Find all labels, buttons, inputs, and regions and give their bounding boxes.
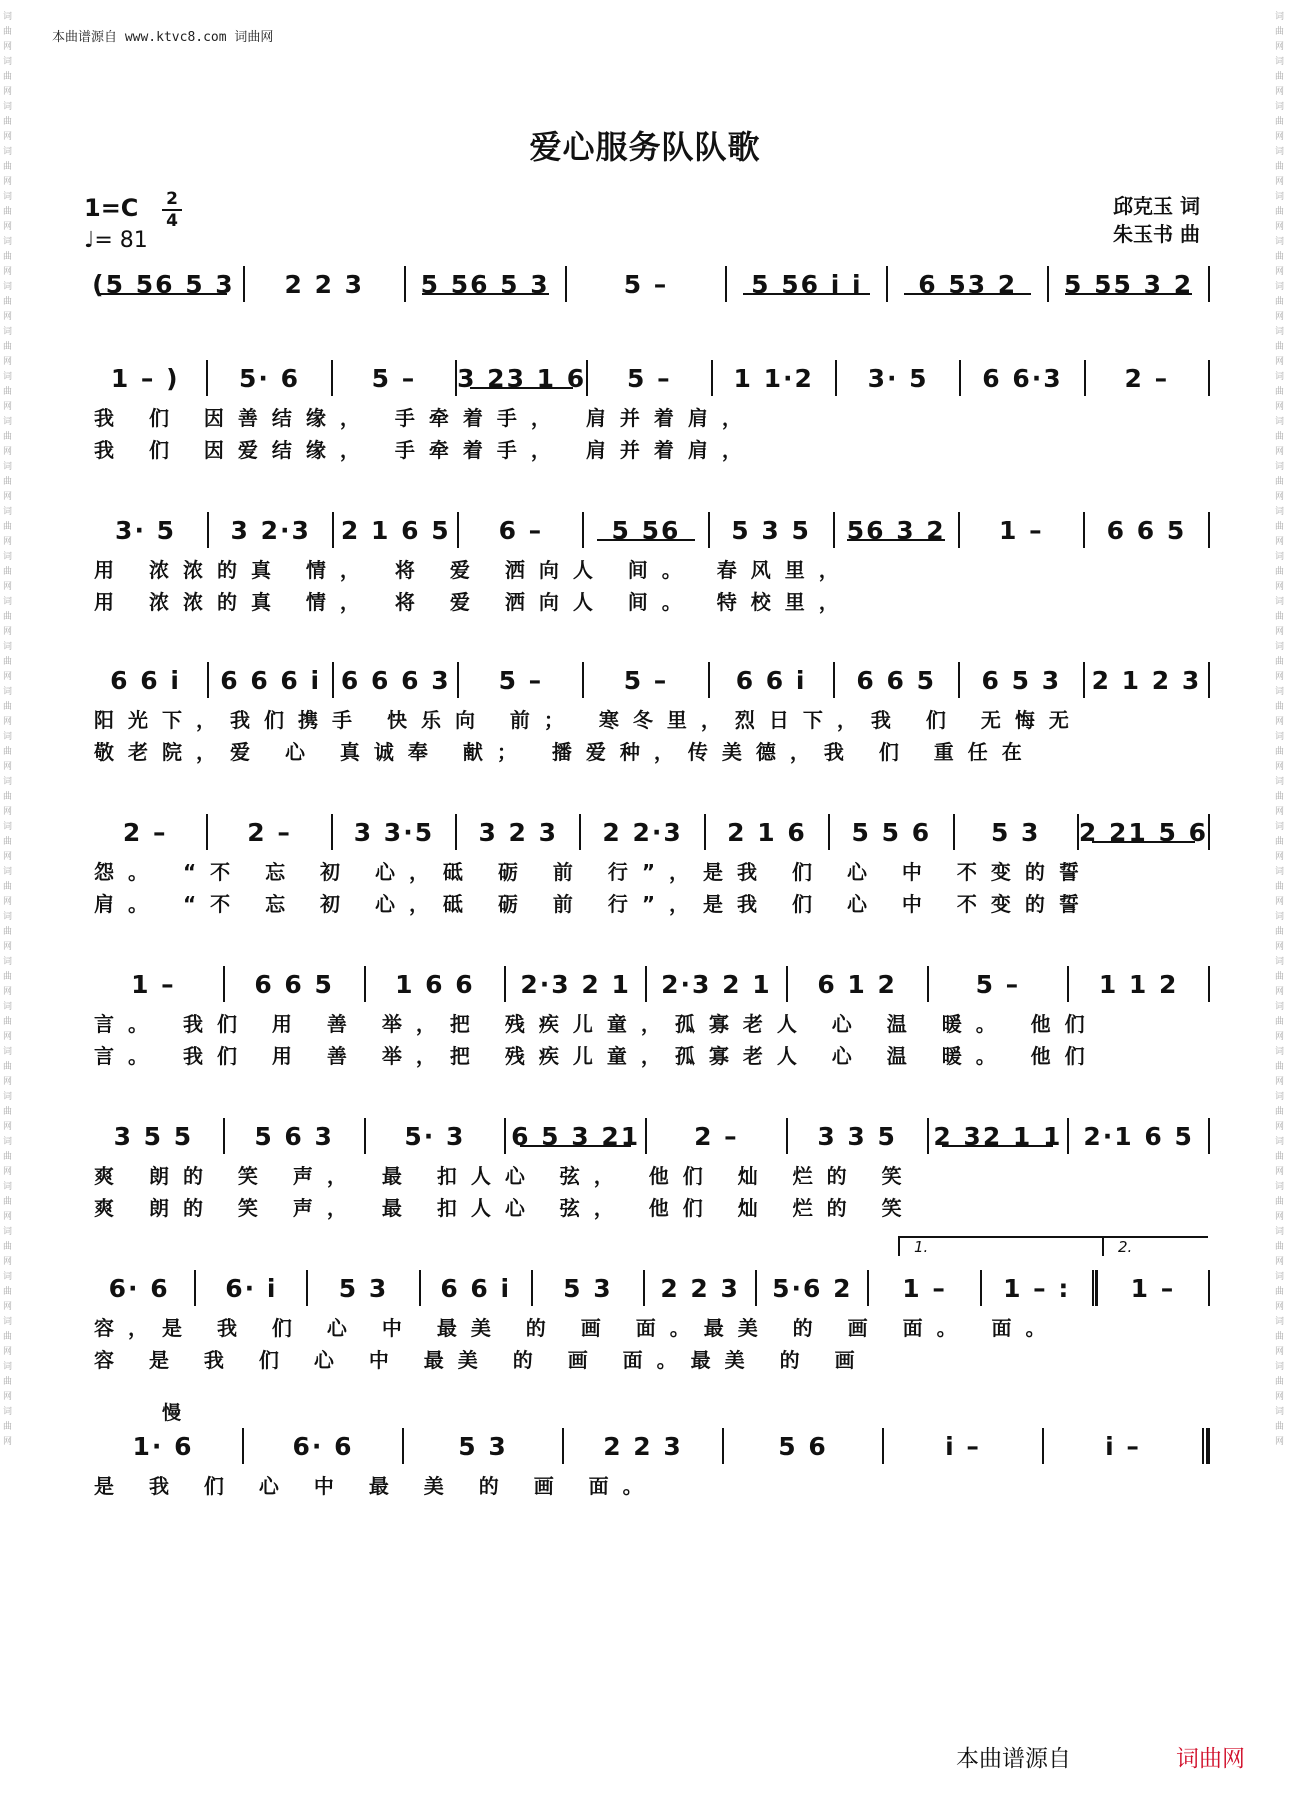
measure bbox=[955, 818, 1077, 847]
notes-row bbox=[82, 658, 1210, 702]
measure bbox=[1079, 818, 1208, 847]
measure bbox=[459, 516, 582, 545]
measure bbox=[961, 364, 1083, 393]
lyrics-text: 爽 朗的 笑 声， 最 扣人心 弦， 他们 灿 烂的 笑 bbox=[94, 1163, 916, 1188]
lyrics-line bbox=[82, 1342, 1210, 1374]
measure-notes: 6 6 5 bbox=[856, 665, 936, 695]
measure-notes: 1 – bbox=[902, 1273, 947, 1303]
measure-notes: 5·6 2 bbox=[772, 1273, 853, 1303]
measure-notes: 5 – bbox=[498, 665, 544, 695]
measure-notes: 5 55 3 2 bbox=[1064, 269, 1194, 299]
measure-notes: 1 – bbox=[999, 515, 1044, 545]
measure-notes: 6· 6 bbox=[108, 1273, 170, 1303]
measure bbox=[84, 364, 206, 393]
score-system bbox=[82, 810, 1210, 918]
measure-notes: 1 – ) bbox=[110, 363, 180, 393]
measure bbox=[724, 1432, 882, 1461]
measure-notes: 2 32 1 1 bbox=[933, 1121, 1063, 1151]
lyrics-text: 怨。 “不 忘 初 心，砥 砺 前 行”，是我 们 心 中 不变的誓 bbox=[94, 859, 1093, 884]
measure bbox=[1085, 666, 1208, 695]
measure-notes: 5 3 bbox=[458, 1431, 508, 1461]
lyrics-text: 容 是 我 们 心 中 最美 的 画 面。最美 的 画 bbox=[94, 1347, 869, 1372]
measure bbox=[727, 270, 886, 299]
measure bbox=[757, 1274, 867, 1303]
eighth-beam bbox=[942, 1145, 1053, 1147]
measure bbox=[406, 270, 565, 299]
measure bbox=[788, 970, 927, 999]
measure-notes: 2·3 2 1 bbox=[661, 969, 772, 999]
eighth-beam bbox=[422, 293, 549, 295]
lyrics-text: 是 我 们 心 中 最 美 的 画 面。 bbox=[94, 1473, 657, 1498]
measure bbox=[710, 666, 833, 695]
lyrics-line bbox=[82, 1310, 1210, 1342]
score-system bbox=[82, 1114, 1210, 1222]
footer-brand: 词曲网 bbox=[1176, 1746, 1245, 1772]
measure bbox=[459, 666, 582, 695]
measure-notes: 2 1 6 bbox=[727, 817, 807, 847]
measure bbox=[308, 1274, 418, 1303]
measure-notes: 1 1·2 bbox=[733, 363, 814, 393]
measure bbox=[244, 1432, 402, 1461]
measure bbox=[588, 364, 710, 393]
eighth-beam bbox=[1092, 841, 1195, 843]
measure bbox=[208, 818, 330, 847]
lyrics-text: 肩。 “不 忘 初 心，砥 砺 前 行”，是我 们 心 中 不变的誓 bbox=[94, 891, 1093, 916]
measure bbox=[1098, 1274, 1208, 1303]
measure-notes: 5· 6 bbox=[239, 363, 301, 393]
score-system bbox=[82, 1402, 1210, 1500]
measure-notes: 5 56 bbox=[611, 515, 681, 545]
measure bbox=[1069, 1122, 1208, 1151]
measure bbox=[1049, 270, 1208, 299]
lyrics-line bbox=[82, 1190, 1210, 1222]
barline bbox=[1208, 1270, 1210, 1306]
lyrics-text: 敬老院，爱 心 真诚奉 献； 播爱种，传美德，我 们 重任在 bbox=[94, 739, 1036, 764]
measure bbox=[457, 818, 579, 847]
measure bbox=[84, 1432, 242, 1461]
measure bbox=[982, 1274, 1092, 1303]
measure bbox=[1085, 516, 1208, 545]
lyrics-line bbox=[82, 702, 1210, 734]
lyricist-credit: 邱克玉 词 bbox=[1113, 194, 1200, 218]
measure bbox=[1086, 364, 1208, 393]
measure-notes: 6 5 3 bbox=[981, 665, 1062, 695]
measure-notes: 2 21 5 6 bbox=[1078, 817, 1208, 847]
measure bbox=[960, 516, 1083, 545]
score-system bbox=[82, 1238, 1210, 1374]
notes-row bbox=[82, 508, 1210, 552]
measure-notes: 6 6 i bbox=[735, 665, 807, 695]
time-signature bbox=[162, 190, 182, 230]
measure bbox=[884, 1432, 1042, 1461]
measure bbox=[1044, 1432, 1202, 1461]
measure bbox=[208, 364, 330, 393]
lyrics-text: 我 们 因善结缘， 手牵着手， 肩并着肩， bbox=[94, 405, 756, 430]
measure-notes: 5 – bbox=[975, 969, 1021, 999]
measure bbox=[333, 818, 455, 847]
measure-notes: 2 – bbox=[1124, 363, 1170, 393]
measure bbox=[225, 1122, 364, 1151]
notes-row bbox=[82, 1114, 1210, 1158]
measure bbox=[645, 1274, 755, 1303]
measure bbox=[245, 270, 404, 299]
notes-row bbox=[82, 262, 1210, 306]
measure bbox=[84, 270, 243, 299]
measure-notes: 6 6 i bbox=[110, 665, 181, 695]
key-signature: 1=C bbox=[84, 194, 139, 222]
measure-notes: 5 – bbox=[371, 363, 417, 393]
barline bbox=[1208, 966, 1210, 1002]
measure-notes: 2 1 2 3 bbox=[1091, 665, 1202, 695]
composer-credit: 朱玉书 曲 bbox=[1113, 222, 1200, 246]
measure bbox=[209, 666, 332, 695]
measure-notes: 5 3 bbox=[338, 1273, 389, 1303]
measure bbox=[929, 970, 1068, 999]
lyrics-line bbox=[82, 1158, 1210, 1190]
time-signature-top: 2 bbox=[166, 189, 178, 209]
measure-notes: 6 1 2 bbox=[817, 969, 897, 999]
footer-source-label: 本曲谱源自 bbox=[956, 1746, 1071, 1772]
measure bbox=[404, 1432, 562, 1461]
measure-notes: (5 56 5 3 bbox=[92, 269, 235, 299]
barline bbox=[1208, 1118, 1210, 1154]
measure-notes: 1 6 6 bbox=[395, 969, 475, 999]
measure bbox=[334, 666, 457, 695]
measure bbox=[869, 1274, 979, 1303]
lyrics-text: 容，是 我 们 心 中 最美 的 画 面。最美 的 画 面。 面。 bbox=[94, 1315, 1060, 1340]
barline bbox=[1208, 814, 1210, 850]
barline bbox=[1208, 266, 1210, 302]
side-watermark-left: 词曲网词曲网词曲网词曲网词曲网词曲网词曲网词曲网词曲网词曲网词曲网词曲网词曲网词曲网词曲网词曲网词曲网词曲网词曲网词曲网词曲网词曲网词曲网词曲网词曲网词曲网词曲网词曲网词曲网词曲网词曲网词曲网 bbox=[3, 12, 13, 1447]
notes-row bbox=[82, 1266, 1210, 1310]
measure bbox=[713, 364, 835, 393]
measure-notes: i – bbox=[1105, 1431, 1141, 1461]
notes-row bbox=[82, 356, 1210, 400]
eighth-beam bbox=[470, 387, 573, 389]
measure bbox=[366, 970, 505, 999]
lyrics-text: 爽 朗的 笑 声， 最 扣人心 弦， 他们 灿 烂的 笑 bbox=[94, 1195, 916, 1220]
time-signature-bottom: 4 bbox=[166, 211, 178, 231]
measure bbox=[333, 364, 455, 393]
measure bbox=[84, 516, 207, 545]
measure-notes: 6· i bbox=[225, 1273, 278, 1303]
score-system bbox=[82, 356, 1210, 464]
measure bbox=[84, 818, 206, 847]
measure-notes: 56 3 2 bbox=[846, 515, 946, 545]
measure bbox=[506, 970, 645, 999]
notes-row bbox=[82, 1424, 1210, 1468]
eighth-beam bbox=[904, 293, 1031, 295]
measure-notes: 1· 6 bbox=[132, 1431, 194, 1461]
eighth-beam bbox=[847, 539, 946, 541]
tempo-marking: ♩= 81 bbox=[84, 228, 148, 253]
measure-notes: 6 6 6 3 bbox=[340, 665, 451, 695]
measure-notes: 6 – bbox=[498, 515, 544, 545]
lyrics-text: 言。 我们 用 善 举，把 残疾儿童，孤寡老人 心 温 暖。 他们 bbox=[94, 1011, 1099, 1036]
lyrics-line bbox=[82, 432, 1210, 464]
measure bbox=[506, 1122, 645, 1151]
measure-notes: 5 – bbox=[627, 363, 672, 393]
lyrics-line bbox=[82, 1038, 1210, 1070]
barline bbox=[1202, 1428, 1210, 1464]
song-title: 爱心服务队队歌 bbox=[529, 128, 761, 166]
measure-notes: 6 6·3 bbox=[982, 363, 1063, 393]
volta-second-ending: 2. bbox=[1102, 1236, 1208, 1256]
measure-notes: 6· 6 bbox=[292, 1431, 354, 1461]
measure-notes: i – bbox=[945, 1431, 981, 1461]
measure-notes: 6 5 3 21 bbox=[511, 1121, 641, 1151]
measure-notes: 5 56 i i bbox=[751, 269, 863, 299]
score-system bbox=[82, 262, 1210, 306]
measure-notes: 5 6 bbox=[778, 1431, 828, 1461]
measure-notes: 2 2·3 bbox=[602, 817, 683, 847]
measure-notes: 6 53 2 bbox=[918, 269, 1018, 299]
barline bbox=[1208, 512, 1210, 548]
measure-notes: 3 2·3 bbox=[230, 515, 311, 545]
volta-first-ending: 1. bbox=[898, 1236, 1104, 1256]
notes-row bbox=[82, 810, 1210, 854]
lyrics-line bbox=[82, 734, 1210, 766]
measure bbox=[84, 1122, 223, 1151]
measure bbox=[421, 1274, 531, 1303]
measure-notes: 2 1 6 5 bbox=[340, 515, 451, 545]
score-system bbox=[82, 962, 1210, 1070]
measure-notes: 6 6 5 bbox=[1106, 515, 1187, 545]
source-note: 本曲谱源自 www.ktvc8.com 词曲网 bbox=[52, 30, 274, 45]
measure-notes: 6 6 5 bbox=[254, 969, 334, 999]
measure bbox=[835, 666, 958, 695]
measure-notes: 5 5 6 bbox=[851, 817, 932, 847]
measure bbox=[960, 666, 1083, 695]
eighth-beam bbox=[1065, 293, 1192, 295]
measure bbox=[366, 1122, 505, 1151]
measure bbox=[888, 270, 1047, 299]
measure-notes: 3 3 5 bbox=[817, 1121, 897, 1151]
measure bbox=[225, 970, 364, 999]
measure-notes: 1 – : bbox=[1003, 1273, 1071, 1303]
eighth-beam bbox=[743, 293, 870, 295]
lyrics-text: 言。 我们 用 善 举，把 残疾儿童，孤寡老人 心 温 暖。 他们 bbox=[94, 1043, 1099, 1068]
measure-notes: 3· 5 bbox=[115, 515, 177, 545]
measure-notes: 2 – bbox=[247, 817, 292, 847]
measure-notes: 2·3 2 1 bbox=[520, 969, 631, 999]
measure-notes: 5· 3 bbox=[404, 1121, 466, 1151]
measure-notes: 5 3 bbox=[990, 817, 1041, 847]
measure bbox=[837, 364, 959, 393]
measure-notes: 3· 5 bbox=[867, 363, 929, 393]
measure-notes: 5 3 5 bbox=[731, 515, 811, 545]
measure bbox=[457, 364, 586, 393]
side-watermark-right: 词曲网词曲网词曲网词曲网词曲网词曲网词曲网词曲网词曲网词曲网词曲网词曲网词曲网词曲网词曲网词曲网词曲网词曲网词曲网词曲网词曲网词曲网词曲网词曲网词曲网词曲网词曲网词曲网词曲网词曲网词曲网词曲网 bbox=[1275, 12, 1285, 1447]
barline bbox=[1208, 360, 1210, 396]
measure-notes: 5 3 bbox=[563, 1273, 613, 1303]
measure bbox=[567, 270, 726, 299]
measure bbox=[564, 1432, 722, 1461]
lyrics-line bbox=[82, 1006, 1210, 1038]
measure-notes: 2 – bbox=[122, 817, 168, 847]
eighth-beam bbox=[520, 1145, 631, 1147]
measure-notes: 3 3·5 bbox=[353, 817, 435, 847]
measure bbox=[929, 1122, 1068, 1151]
measure-notes: 3 2 3 bbox=[478, 817, 559, 847]
measure-notes: 2 2 3 bbox=[284, 269, 365, 299]
lyrics-text: 用 浓浓的真 情， 将 爱 洒向人 间。 特校里， bbox=[94, 589, 853, 614]
lyrics-text: 我 们 因爱结缘， 手牵着手， 肩并着肩， bbox=[94, 437, 756, 462]
measure bbox=[706, 818, 828, 847]
notes-row bbox=[82, 962, 1210, 1006]
measure-notes: 6 6 6 i bbox=[220, 665, 322, 695]
measure bbox=[647, 1122, 786, 1151]
measure-notes: 1 – bbox=[1130, 1273, 1176, 1303]
measure-notes: 5 56 5 3 bbox=[420, 269, 550, 299]
measure-notes: 3 5 5 bbox=[113, 1121, 194, 1151]
measure bbox=[196, 1274, 306, 1303]
measure bbox=[584, 666, 707, 695]
barline bbox=[1208, 662, 1210, 698]
score-system bbox=[82, 658, 1210, 766]
measure-notes: 2·1 6 5 bbox=[1083, 1121, 1194, 1151]
measure bbox=[84, 666, 207, 695]
measure bbox=[581, 818, 703, 847]
measure bbox=[84, 970, 223, 999]
measure bbox=[835, 516, 958, 545]
measure-notes: 5 – bbox=[623, 269, 669, 299]
lyrics-line bbox=[82, 552, 1210, 584]
measure-notes: 1 1 2 bbox=[1098, 969, 1179, 999]
measure bbox=[533, 1274, 643, 1303]
measure bbox=[710, 516, 833, 545]
measure bbox=[830, 818, 952, 847]
eighth-beam bbox=[597, 539, 696, 541]
measure bbox=[209, 516, 332, 545]
lyrics-line bbox=[82, 854, 1210, 886]
measure-notes: 1 – bbox=[131, 969, 176, 999]
measure bbox=[1069, 970, 1208, 999]
score-system bbox=[82, 508, 1210, 616]
measure-notes: 2 2 3 bbox=[660, 1273, 740, 1303]
measure-notes: 2 2 3 bbox=[603, 1431, 683, 1461]
measure-notes: 3 23 1 6 bbox=[457, 363, 587, 393]
measure bbox=[334, 516, 457, 545]
lyrics-line bbox=[82, 886, 1210, 918]
lyrics-line bbox=[82, 400, 1210, 432]
measure bbox=[647, 970, 786, 999]
tempo-slow-marking: 慢 bbox=[162, 1402, 182, 1424]
measure bbox=[584, 516, 707, 545]
measure bbox=[788, 1122, 927, 1151]
eighth-beam bbox=[100, 293, 227, 295]
measure-notes: 5 – bbox=[623, 665, 669, 695]
measure-notes: 6 6 i bbox=[440, 1273, 512, 1303]
lyrics-line bbox=[82, 584, 1210, 616]
measure-notes: 2 – bbox=[694, 1121, 739, 1151]
lyrics-line bbox=[82, 1468, 1210, 1500]
measure bbox=[84, 1274, 194, 1303]
measure-notes: 5 6 3 bbox=[254, 1121, 334, 1151]
lyrics-text: 用 浓浓的真 情， 将 爱 洒向人 间。 春风里， bbox=[94, 557, 853, 582]
lyrics-text: 阳光下，我们携手 快乐向 前； 寒冬里，烈日下，我 们 无悔无 bbox=[94, 707, 1083, 732]
